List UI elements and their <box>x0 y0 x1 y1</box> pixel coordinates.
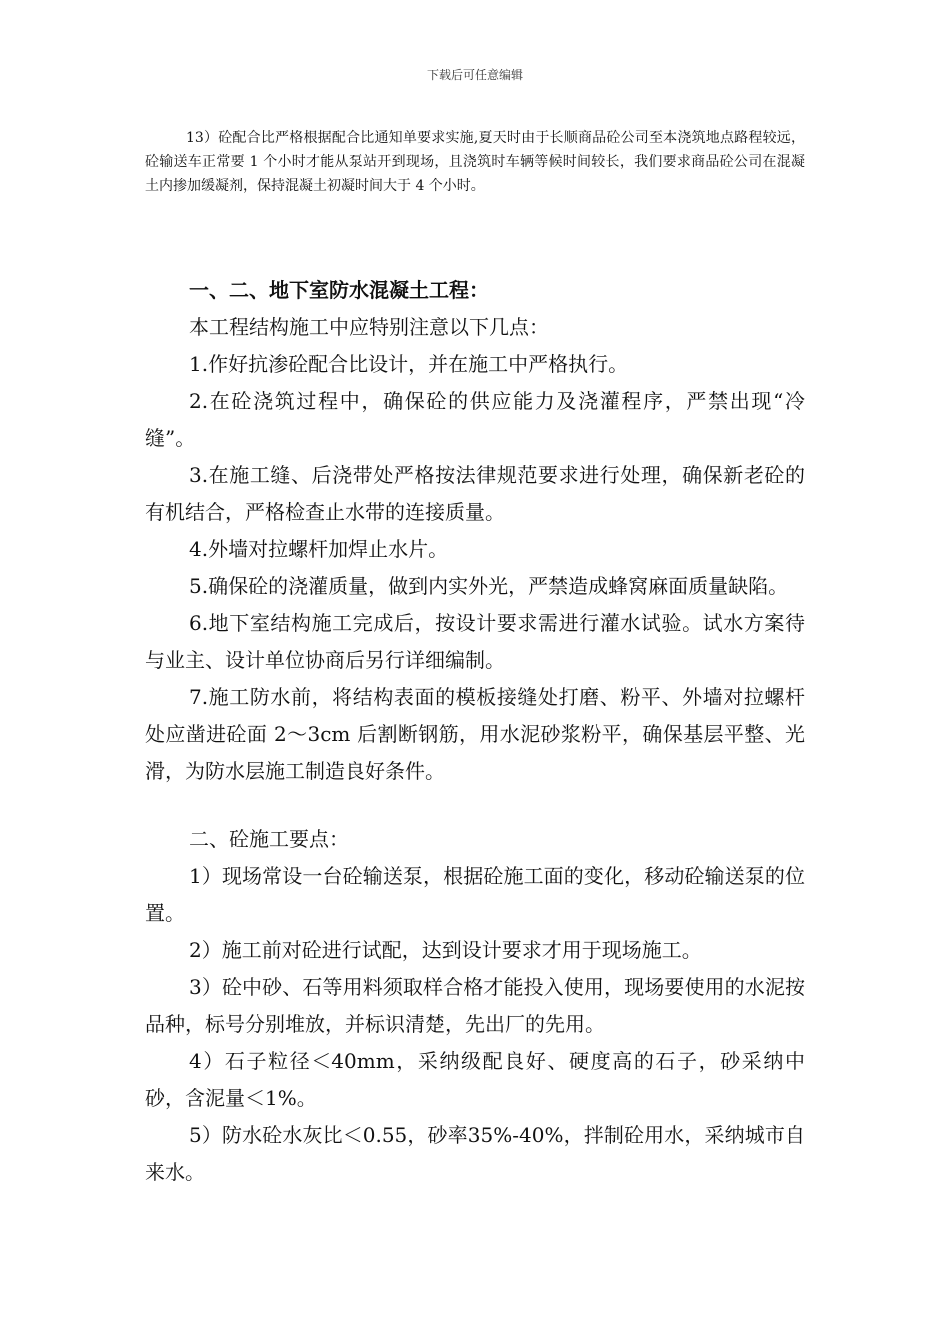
section1-item: 2.在砼浇筑过程中，确保砼的供应能力及浇灌程序，严禁出现“冷缝”。 <box>145 389 805 450</box>
section2-item: 2）施工前对砼进行试配，达到设计要求才用于现场施工。 <box>189 938 702 962</box>
section-spacer <box>145 790 805 821</box>
section2-item: 1）现场常设一台砼输送泵，根据砼施工面的变化，移动砼输送泵的位置。 <box>145 864 805 925</box>
section2-item: 5）防水砼水灰比＜0.55，砂率35%-40%，拌制砼用水，采纳城市自来水。 <box>145 1123 805 1184</box>
section1-item: 3.在施工缝、后浇带处严格按法律规范要求进行处理，确保新老砼的有机结合，严格检查止水带的连接质量。 <box>145 463 805 524</box>
section1-item: 4.外墙对拉螺杆加焊止水片。 <box>189 537 449 561</box>
document-body <box>145 272 805 1191</box>
section2-item: 3）砼中砂、石等用料须取样合格才能投入使用，现场要使用的水泥按品种，标号分别堆放，并标识清楚，先出厂的先用。 <box>145 975 805 1036</box>
top-paragraph: 13）砼配合比严格根据配合比通知单要求实施,夏天时由于长顺商品砼公司至本浇筑地点路程较远，砼输送车正常要 1 个小时才能从泵站开到现场，且浇筑时车辆等候时间较长，我们要求商品砼公司在混凝土内掺加缓凝剂，保持混凝土初凝时间大于 4 个小时。 <box>145 130 805 194</box>
section2-item: 4）石子粒径＜40mm，采纳级配良好、硬度高的石子，砂采纳中砂，含泥量＜1%。 <box>145 1049 805 1110</box>
section1-item: 1.作好抗渗砼配合比设计，并在施工中严格执行。 <box>189 352 629 376</box>
section2-title: 二、砼施工要点： <box>189 827 349 851</box>
section1-item: 6.地下室结构施工完成后，按设计要求需进行灌水试验。试水方案待与业主、设计单位协商后另行详细编制。 <box>145 611 805 672</box>
section1-item: 7.施工防水前，将结构表面的模板接缝处打磨、粉平、外墙对拉螺杆处应凿进砼面 2～3cm 后割断钢筋，用水泥砂浆粉平，确保基层平整、光滑，为防水层施工制造良好条件。 <box>145 685 805 783</box>
section1-intro: 本工程结构施工中应特别注意以下几点： <box>189 315 549 339</box>
section1-title: 一、二、地下室防水混凝土工程： <box>189 278 489 302</box>
page-header: 下载后可任意编辑 <box>426 68 523 82</box>
section1-item: 5.确保砼的浇灌质量，做到内实外光，严禁造成蜂窝麻面质量缺陷。 <box>189 574 789 598</box>
